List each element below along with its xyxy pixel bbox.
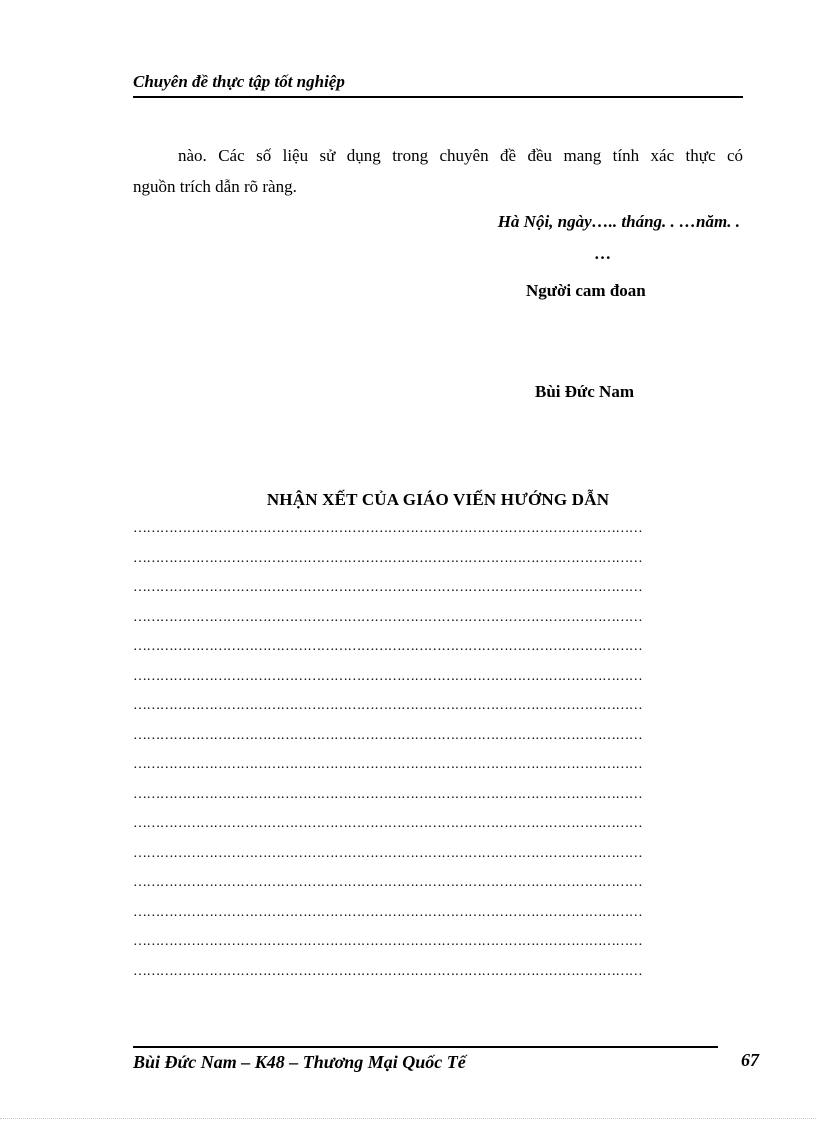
signer-name: Bùi Đức Nam [535,382,634,401]
comment-line: …………………………………………………………………………………………………… [133,639,643,654]
comment-line: …………………………………………………………………………………………………… [133,816,643,831]
comment-line: …………………………………………………………………………………………………… [133,875,643,890]
comments-title: NHẬN XẾT CỦA GIÁO VIẾN HƯỚNG DẪN [266,490,610,509]
footer-rule [133,1046,718,1048]
signature-date: Hà Nội, ngày….. tháng. . …năm. . [497,212,740,231]
header-rule [133,96,743,98]
comment-line: …………………………………………………………………………………………………… [133,934,643,949]
comment-line: …………………………………………………………………………………………………… [133,757,643,772]
paragraph-line-1: nào. Các số liệu sử dụng trong chuyên đề đều mang tính xác thực có [178,146,743,165]
footer-author-line: Bùi Đức Nam – K48 – Thương Mại Quốc Tế [133,1052,466,1072]
page-bottom-edge [0,1118,816,1119]
signature-date-continuation: … [594,244,611,263]
page-number: 67 [741,1050,759,1070]
comment-line: …………………………………………………………………………………………………… [133,668,643,684]
comments-lines [133,514,745,986]
comment-line: …………………………………………………………………………………………………… [133,786,643,802]
comment-line: …………………………………………………………………………………………………… [133,550,643,566]
comment-line: …………………………………………………………………………………………………… [133,580,643,595]
signer-label: Người cam đoan [526,281,646,300]
paragraph-line-2: nguồn trích dẫn rõ ràng. [133,177,297,196]
comment-line: …………………………………………………………………………………………………… [133,963,643,979]
comment-line: …………………………………………………………………………………………………… [133,698,643,713]
comment-line: …………………………………………………………………………………………………… [133,609,643,625]
comment-line: …………………………………………………………………………………………………… [133,727,643,743]
body-paragraph [133,140,743,202]
comment-line: …………………………………………………………………………………………………… [133,904,643,920]
header-title: Chuyên đề thực tập tốt nghiệp [133,72,345,91]
comment-line: …………………………………………………………………………………………………… [133,845,643,861]
comment-line: …………………………………………………………………………………………………… [133,521,643,536]
